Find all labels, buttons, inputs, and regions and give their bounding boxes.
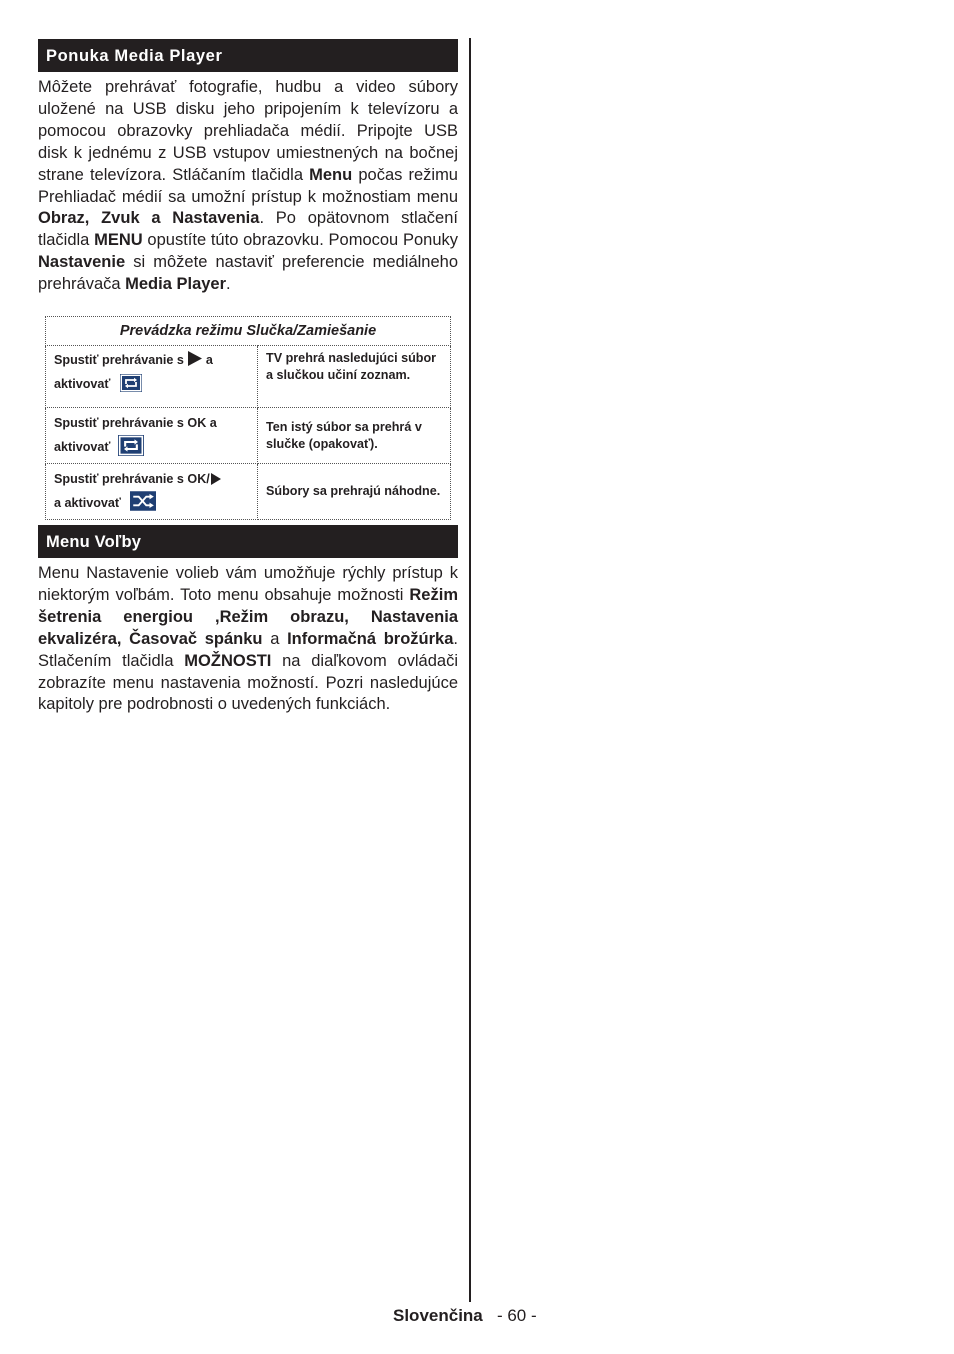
column-divider [469, 38, 471, 1302]
text-run: počas režimu Prehliadač médií sa umožní prístup k možnostiam menu [38, 165, 458, 206]
bold-term: MOŽNOSTI [184, 651, 272, 670]
shuffle-icon [130, 491, 156, 511]
section-media-player [38, 39, 458, 296]
body-paragraph [38, 77, 458, 296]
text-run: . [226, 275, 231, 294]
page-number: - 60 - [496, 1306, 537, 1325]
table-title: Prevádzka režimu Slučka/Zamiešanie [46, 317, 451, 346]
text-run: opustíte túto obrazovku. Pomocou Ponuky [142, 231, 458, 250]
text-run: . Po opätovnom stlačení tlačidla [38, 209, 458, 250]
table-cell-result: Ten istý súbor sa prehrá v slučke (opakovať). [258, 408, 451, 464]
bold-term: Režim šetrenia energiou ,Režim obrazu, Nastavenia ekvalizéra, Časovač spánku [38, 585, 458, 648]
text-run: a [262, 629, 288, 648]
table-cell-action: Spustiť prehrávanie s a aktivovať [46, 346, 258, 408]
footer-language: Slovenčina [393, 1306, 483, 1325]
text-run: Môžete prehrávať fotografie, hudbu a video súbory uložené na USB disku jeho pripojením k televízoru a pomocou obrazovky prehliadača médií. Pripojte USB disk k jednému z USB vstupov umiestnených na bočnej strane televízora. Stláčaním tlačidla [38, 78, 458, 184]
text-run: Menu Nastavenie volieb vám umožňuje rýchly prístup k niektorým voľbám. Toto menu obsahuje možnosti [38, 564, 458, 604]
bold-term: MENU [94, 231, 143, 250]
text-run: si môžete nastaviť preferencie mediálneho prehrávača [38, 253, 458, 294]
text-run: . Stlačením tlačidla [38, 629, 458, 670]
page-footer [393, 1306, 537, 1326]
table-cell-action: Spustiť prehrávanie s OK/ a aktivovať [46, 464, 258, 520]
repeat-icon [118, 435, 144, 456]
repeat-icon [120, 374, 142, 392]
bold-term: Menu [309, 165, 353, 184]
bold-term: Nastavenie [38, 253, 126, 272]
table-cell-result: Súbory sa prehrajú náhodne. [258, 464, 451, 520]
section-menu-volby [38, 525, 458, 716]
play-icon [187, 351, 202, 366]
body-paragraph [38, 563, 458, 716]
table-cell-result: TV prehrá nasledujúci súbor a slučkou učiní zoznam. [258, 346, 451, 408]
table-cell-action: Spustiť prehrávanie s OK a aktivovať [46, 408, 258, 464]
loop-shuffle-table [45, 316, 451, 520]
bold-term: Informačná brožúrka [287, 629, 454, 648]
bold-term: Obraz, Zvuk a Nastavenia [38, 209, 260, 228]
text-run: na diaľkovom ovládači zobrazíte menu nastavenia možností. Pozri nasledujúce kapitoly pre podrobnosti o uvedených funkciách. [38, 651, 458, 714]
bold-term: Media Player [125, 275, 227, 294]
play-icon [210, 473, 221, 485]
section-heading: Ponuka Media Player [38, 39, 458, 72]
section-heading: Menu Voľby [38, 525, 458, 558]
